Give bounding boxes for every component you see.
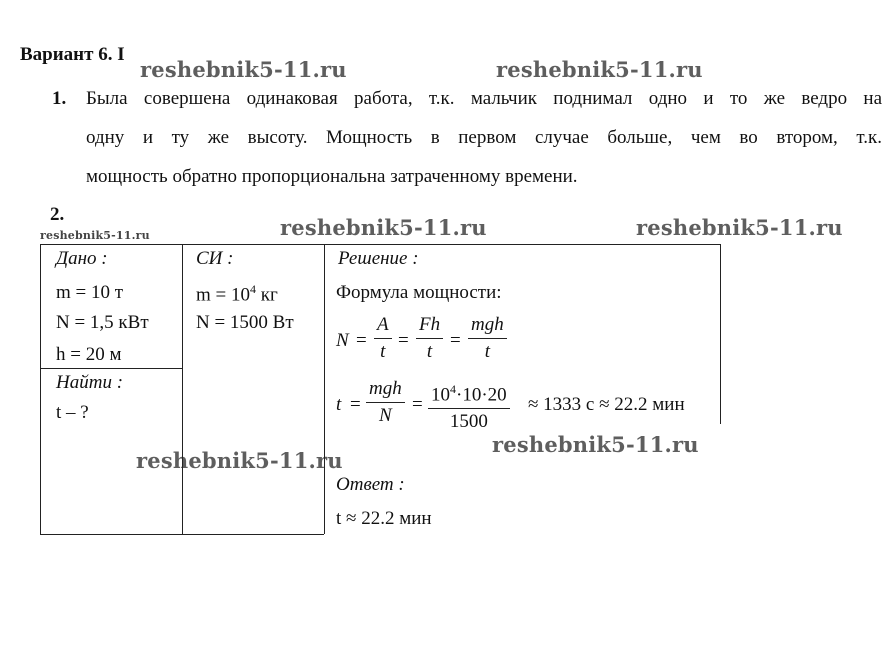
- watermark: reshebnik5-11.ru: [636, 215, 843, 240]
- formula2-lhs: t: [336, 394, 342, 415]
- formula2-frac2: $\frac{10^4\cdot 10\cdot 20}{1500}$: [428, 378, 510, 433]
- solution-header: Решение :: [338, 248, 419, 269]
- watermark-small: reshebnik5-11.ru: [40, 229, 150, 242]
- formula1-frac1: $\frac{A}{t}$: [374, 314, 392, 363]
- table-border-top: [40, 244, 720, 245]
- watermark: reshebnik5-11.ru: [140, 57, 347, 82]
- find-value: t – ?: [56, 402, 89, 423]
- formula1-lhs: N: [336, 330, 349, 351]
- table-border-right: [720, 244, 721, 424]
- given-power: N = 1,5 кВт: [56, 312, 149, 333]
- problem1-line: одну и ту же высоту. Мощность в первом случае больше, чем во втором, т.к.: [86, 127, 882, 148]
- table-divider: [324, 244, 325, 534]
- given-height: h = 20 м: [56, 344, 122, 365]
- answer-header: Ответ :: [336, 474, 405, 495]
- table-border-bottom: [40, 534, 324, 535]
- watermark: reshebnik5-11.ru: [496, 57, 703, 82]
- si-power: N = 1500 Вт: [196, 312, 294, 333]
- variant-heading: Вариант 6. I: [20, 44, 125, 65]
- formula-title: Формула мощности:: [336, 282, 502, 303]
- si-header: СИ :: [196, 248, 234, 269]
- si-mass: $m = 10^4$ кг: [196, 282, 278, 306]
- watermark: reshebnik5-11.ru: [280, 215, 487, 240]
- given-header: Дано :: [56, 248, 108, 269]
- watermark: reshebnik5-11.ru: [492, 432, 699, 457]
- table-divider: [182, 244, 183, 534]
- problem2-number: 2.: [50, 204, 65, 225]
- given-find-divider: [40, 368, 182, 369]
- formula1-frac3: mgh t: [468, 314, 507, 363]
- equals-sign: =: [398, 330, 409, 351]
- find-header: Найти :: [56, 372, 124, 393]
- watermark: reshebnik5-11.ru: [136, 448, 343, 473]
- given-mass: m = 10 т: [56, 282, 124, 303]
- problem1-line: мощность обратно пропорциональна затраченному времени.: [86, 166, 578, 187]
- table-border-left: [40, 244, 41, 534]
- equals-sign: =: [356, 330, 367, 351]
- problem1-number: 1.: [52, 88, 67, 109]
- formula2-frac1: mgh N: [366, 378, 405, 427]
- equals-sign: =: [412, 394, 423, 415]
- formula1-frac2: $\frac{Fh}{t}$: [416, 314, 443, 363]
- formula2-result: ≈ 1333 с ≈ 22.2 мин: [528, 394, 685, 415]
- equals-sign: =: [350, 394, 361, 415]
- equals-sign: =: [450, 330, 461, 351]
- problem1-line: Была совершена одинаковая работа, т.к. мальчик поднимал одно и то же ведро на: [86, 88, 882, 109]
- solution-table: [40, 244, 720, 534]
- answer-value: t ≈ 22.2 мин: [336, 508, 432, 529]
